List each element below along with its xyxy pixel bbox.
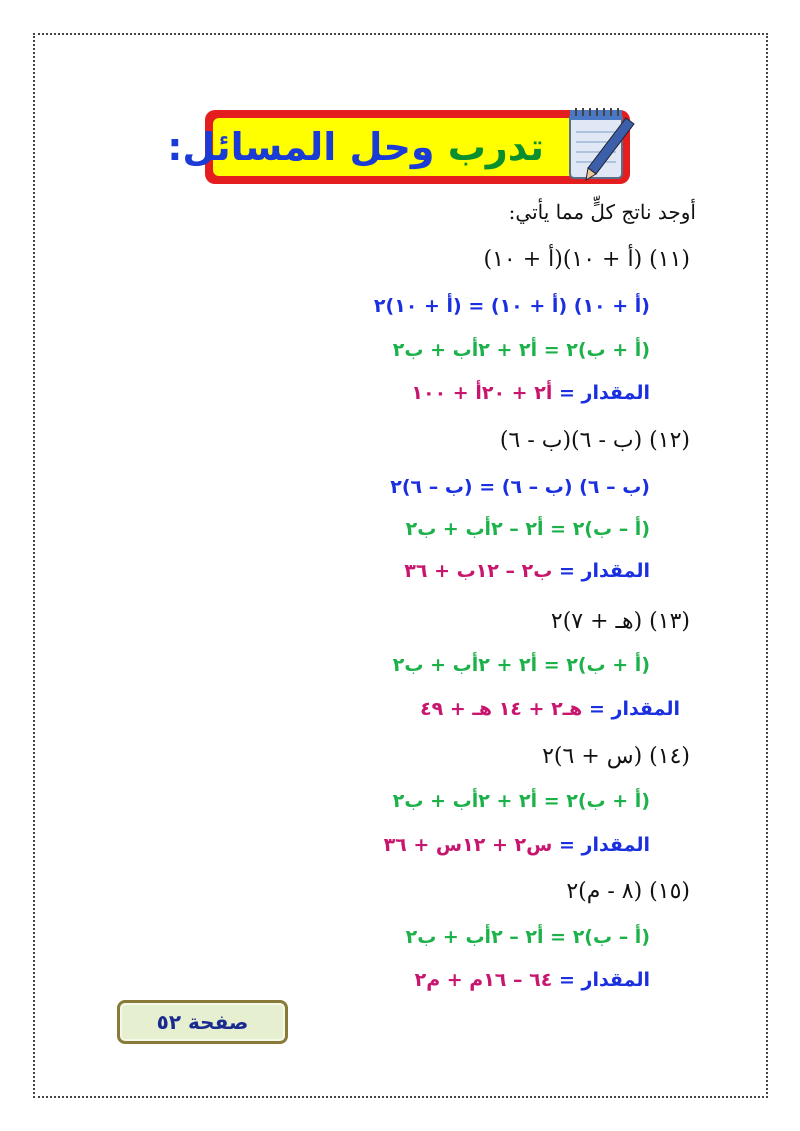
problem-12-step-2: (أ – ب)٢ = أ٢ – ٢أب + ب٢ — [405, 518, 650, 540]
problem-14-question: (١٤) (س + ٦)٢ — [542, 744, 690, 769]
result-label: المقدار = — [558, 969, 650, 991]
result-label: المقدار = — [558, 834, 650, 856]
title-part2: وحل المسائل: — [167, 125, 435, 169]
instruction-text: أوجد ناتج كلٍّ مما يأتي: — [508, 200, 696, 224]
result-expression: ٦٤ – ١٦م + م٢ — [414, 969, 553, 991]
result-label: المقدار = — [558, 560, 650, 582]
problem-12-step-1: (ب – ٦) (ب – ٦) = (ب – ٦)٢ — [390, 476, 650, 498]
notepad-pencil-icon — [560, 100, 638, 186]
problem-15-step-1: (أ – ب)٢ = أ٢ – ٢أب + ب٢ — [405, 926, 650, 948]
problem-15-result — [415, 971, 650, 990]
result-expression: س٢ + ١٢س + ٣٦ — [383, 834, 553, 856]
problem-11-question: (١١) (أ + ١٠)(أ + ١٠) — [483, 247, 690, 272]
problem-11-step-2: (أ + ب)٢ = أ٢ + ٢أب + ب٢ — [392, 339, 650, 361]
problem-13-result — [420, 700, 680, 719]
page-title — [167, 125, 544, 169]
result-expression: أ٢ + ٢٠أ + ١٠٠ — [411, 382, 553, 404]
result-label: المقدار = — [558, 382, 650, 404]
title-part1: تدرب — [447, 125, 544, 169]
problem-11-step-1: (أ + ١٠) (أ + ١٠) = (أ + ١٠)٢ — [373, 295, 650, 317]
page-number-badge: صفحة ٥٢ — [117, 1000, 288, 1044]
result-label: المقدار = — [588, 698, 680, 720]
problem-12-result — [404, 562, 650, 581]
problem-13-step-1: (أ + ب)٢ = أ٢ + ٢أب + ب٢ — [392, 654, 650, 676]
result-expression: ب٢ – ١٢ب + ٣٦ — [404, 560, 553, 582]
problem-12-question: (١٢) (ب - ٦)(ب - ٦) — [499, 428, 690, 453]
page-border — [33, 33, 768, 1098]
problem-15-question: (١٥) (٨ - م)٢ — [566, 879, 690, 904]
problem-14-result — [384, 836, 650, 855]
problem-13-question: (١٣) (هـ + ٧)٢ — [550, 609, 690, 634]
problem-11-result — [411, 384, 650, 403]
result-expression: هـ٢ + ١٤ هـ + ٤٩ — [420, 698, 583, 720]
problem-14-step-1: (أ + ب)٢ = أ٢ + ٢أب + ب٢ — [392, 790, 650, 812]
